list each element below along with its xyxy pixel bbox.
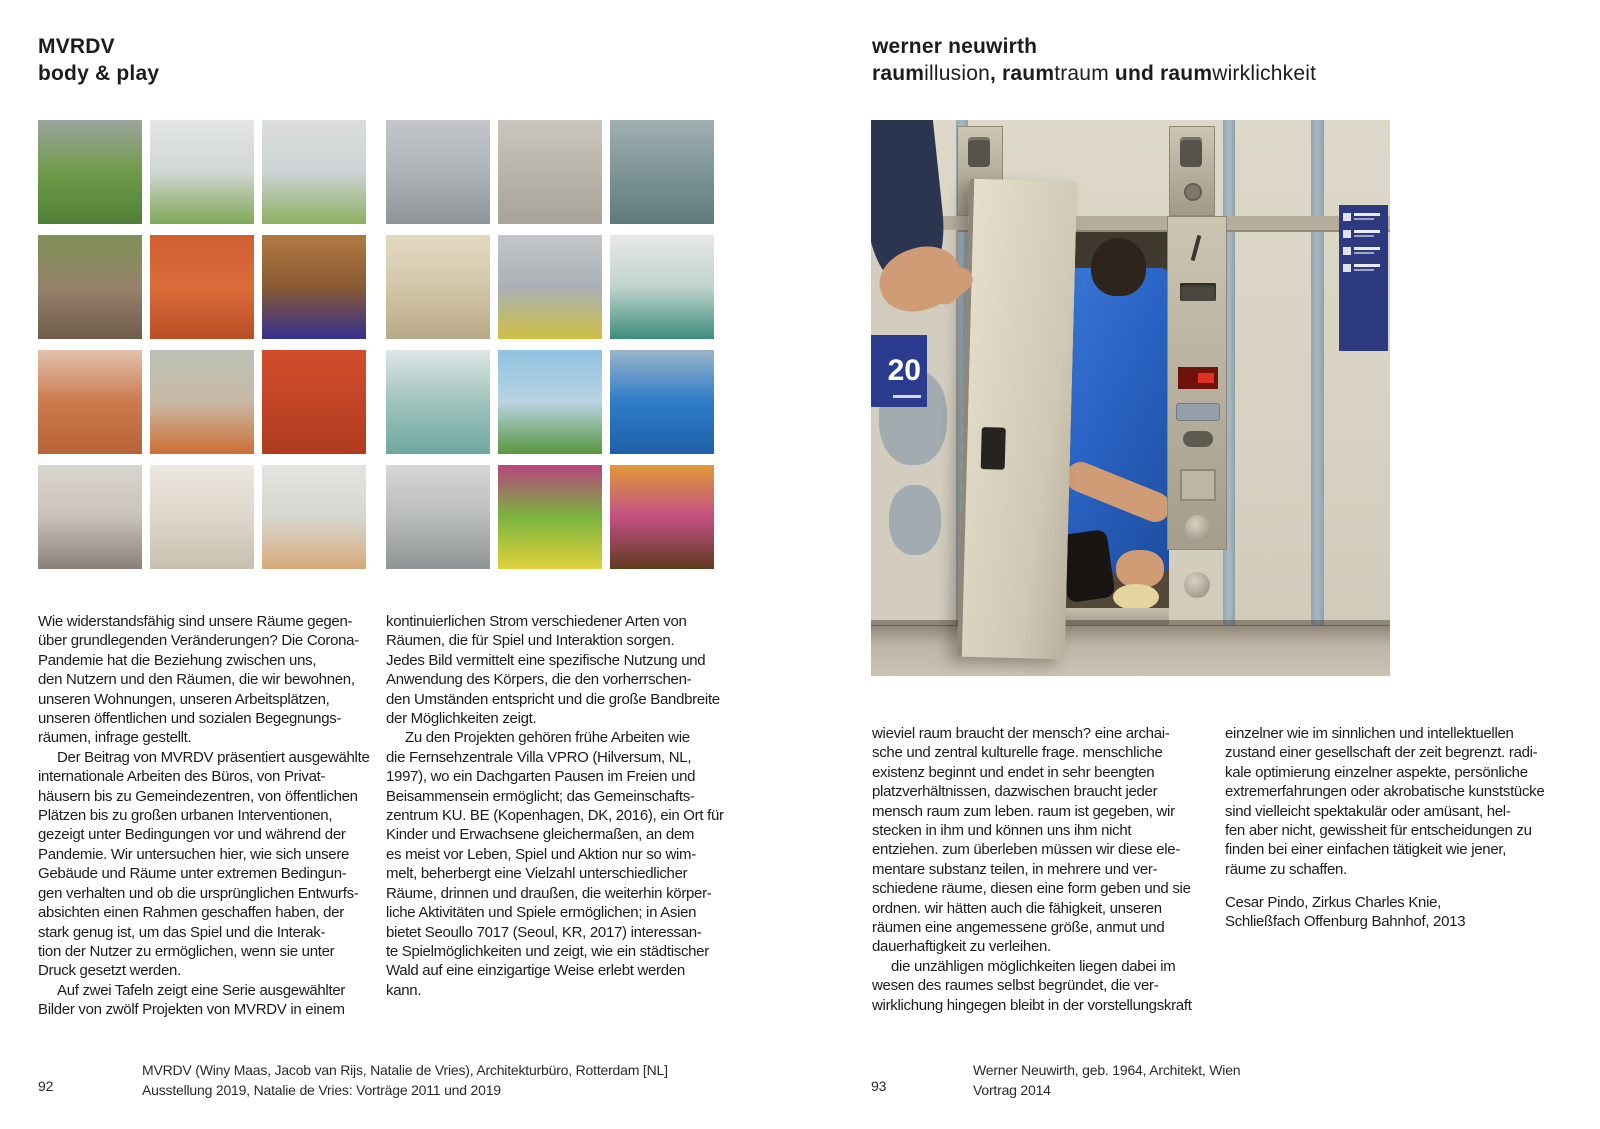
text-line: Räumen, die für Spiel und Interaktion sorgen.: [386, 632, 675, 650]
page-number-right: 93: [871, 1078, 887, 1094]
text-line: Kinder und Erwachsene gleichermaßen, an dem: [386, 826, 695, 844]
text-line: kontinuierlichen Strom verschiedener Arten von: [386, 613, 687, 630]
text-line: den Umständen entspricht und die große Bandbreite: [386, 690, 720, 708]
page-number-left: 92: [38, 1078, 54, 1094]
park-playground-photo: [38, 120, 142, 224]
sticker-row: [1343, 247, 1384, 255]
text-line: unseren Wohnungen, unseren Arbeitsplätzen,: [38, 690, 330, 708]
coin-lock-panel: [1167, 216, 1227, 550]
text-line: Pandemie. Wir untersuchen hier, wie sich unsere: [38, 845, 350, 863]
text-line: 1997), wo ein Dachgarten Pausen im Freien und: [386, 768, 696, 786]
baby-crawling-disc-photo: [386, 120, 490, 224]
text-line: räumen, infrage gestellt.: [38, 729, 192, 747]
right-title-line2: [872, 60, 1316, 87]
hammock-plants-interior-photo: [262, 465, 366, 569]
photo-credit: [1225, 893, 1465, 932]
lock-cylinder: [1184, 572, 1210, 598]
text-line: kale optimierung einzelner aspekte, persönliche: [1225, 763, 1528, 781]
text-line: extremerfahrungen oder akrobatische kunststücke: [1225, 783, 1545, 801]
text-line: die Fernsehzentrale Villa VPRO (Hilversum, NL,: [386, 748, 692, 766]
photo-grid-panel-1: [38, 120, 366, 569]
door-latch: [981, 427, 1006, 470]
title-regular-segment: wirklichkeit: [1212, 62, 1317, 85]
right-text-column-1: [872, 724, 1192, 1015]
boy-wading-water-photo: [498, 120, 602, 224]
sign-text-bar: [893, 395, 921, 398]
text-line: räumen eine angemessene größe, anmut und: [872, 919, 1165, 937]
right-text-column-2: [1225, 724, 1544, 879]
blue-rooftop-walk-photo: [610, 350, 714, 454]
title-bold-segment: raum: [1002, 62, 1055, 85]
concrete-floor: [871, 625, 1390, 676]
timber-pavilion-blue-pool-photo: [262, 235, 366, 339]
text-line: existenz beginnt und endet in sehr beengten: [872, 763, 1155, 781]
man-blue-shirt: [1061, 268, 1169, 573]
text-line: der Möglichkeiten zeigt.: [386, 710, 537, 728]
text-line: entziehen. zum überleben müssen wir diese ele-: [872, 841, 1181, 859]
title-bold-segment: und: [1108, 62, 1161, 85]
left-caption-line2: Ausstellung 2019, Natalie de Vries: Vorträge 2011 und 2019: [142, 1082, 501, 1098]
text-line: Zu den Projekten gehören frühe Arbeiten wie: [405, 729, 690, 747]
locker-photograph: [871, 120, 1390, 676]
text-line: Druck gesetzt werden.: [38, 962, 181, 980]
text-line: es meist vor Leben, Spiel und Aktion nur so wim-: [386, 845, 696, 863]
left-page-title: [38, 33, 159, 87]
sticker-row: [1343, 230, 1384, 238]
wooden-maze-structure-photo: [386, 235, 490, 339]
text-line: finden bei einer einfachen tätigkeit wie jener,: [1225, 841, 1507, 859]
left-title-line1: MVRDV: [38, 35, 115, 58]
red-tennis-court-photo: [262, 350, 366, 454]
text-line: mentare substanz teilen, in mehrere und ver-: [872, 860, 1158, 878]
text-line: zentrum KU. BE (Kopenhagen, DK, 2016), ein Ort für: [386, 807, 724, 825]
locker-frame-strip: [1311, 120, 1324, 625]
title-bold-segment: raum: [1160, 62, 1213, 85]
text-line: über grundlegenden Veränderungen? Die Corona-: [38, 632, 359, 650]
text-line: wesen des raumes selbst begründet, die ver-: [872, 977, 1159, 995]
text-line: räume zu schaffen.: [1225, 860, 1347, 878]
title-regular-segment: traum: [1054, 62, 1109, 85]
right-caption: [973, 1060, 1240, 1100]
text-line: Plätzen bis zu großen urbanen Interventionen,: [38, 807, 333, 825]
left-caption: [142, 1060, 668, 1100]
open-locker-interior: [1061, 232, 1169, 630]
kids-water-table-photo: [610, 120, 714, 224]
title-bold-segment: raum: [872, 62, 925, 85]
text-line: Pandemie hat die Beziehung zwischen uns,: [38, 651, 317, 669]
text-line: Bilder von zwölf Projekten von MVRDV in einem: [38, 1001, 345, 1019]
open-locker-door: [957, 179, 1077, 660]
office-dog-interior-photo: [150, 465, 254, 569]
text-line: wirklichung hingegen bleibt in der vorstellungskraft: [872, 996, 1192, 1014]
instruction-sticker: [1339, 205, 1388, 351]
text-line: gezeigt unter Bedingungen vor und während der: [38, 826, 346, 844]
text-line: Auf zwei Tafeln zeigt eine Serie ausgewählter: [57, 981, 346, 999]
text-line: Jedes Bild vermittelt eine spezifische Nutzung und: [386, 651, 706, 669]
man-boot: [1061, 529, 1115, 603]
text-line: kann.: [386, 981, 422, 999]
locker-number: 20: [887, 354, 921, 387]
climbing-net-hall-photo: [498, 235, 602, 339]
sticker-row: [1343, 213, 1384, 221]
text-line: gen verhalten und ob die ursprünglichen Entwurfs-: [38, 884, 359, 902]
locker-number-sign: [871, 335, 927, 407]
text-line: Beisammensein ermöglicht; das Gemeinschafts-: [386, 787, 695, 805]
text-line: liche Aktivitäten und Spiele ermöglichen; in Asien: [386, 904, 697, 922]
yellow-magenta-lounge-photo: [610, 465, 714, 569]
glass-pavilion-harbour-photo: [386, 350, 490, 454]
text-line: fen aber nicht, gewissheit für entscheidungen zu: [1225, 822, 1532, 840]
text-line: internationale Arbeiten des Büros, von Privat-: [38, 768, 326, 786]
title-bold-segment: ,: [989, 62, 1003, 85]
text-line: Anwendung des Körpers, die den vorherrschen-: [386, 671, 692, 689]
left-title-line2: body & play: [38, 62, 160, 85]
kids-jumping-track-photo: [150, 350, 254, 454]
text-line: wieviel raum braucht der mensch? eine archai-: [872, 725, 1170, 742]
text-line: Der Beitrag von MVRDV präsentiert ausgewählte: [57, 748, 370, 766]
rooftop-lawn-tower-photo: [498, 350, 602, 454]
photo-grid-panel-2: [386, 120, 714, 569]
paint-patch: [889, 485, 941, 555]
hinge-plate: [1169, 126, 1215, 216]
text-line: Cesar Pindo, Zirkus Charles Knie,: [1225, 894, 1442, 911]
text-line: die unzähligen möglichkeiten liegen dabei im: [891, 957, 1176, 975]
left-caption-line1: MVRDV (Winy Maas, Jacob van Rijs, Natalie de Vries), Architekturbüro, Rotterdam [NL]: [142, 1062, 668, 1078]
panel-square-button: [1180, 469, 1216, 501]
text-line: einzelner wie im sinnlichen und intellektuellen: [1225, 725, 1514, 742]
title-regular-segment: illusion: [924, 62, 990, 85]
orange-atrium-children-photo: [150, 235, 254, 339]
text-line: bietet Seoullo 7017 (Seoul, KR, 2017) interessan-: [386, 923, 702, 941]
text-line: Wald auf eine einzigartige Weise erlebt werden: [386, 962, 685, 980]
text-line: Räume, drinnen und draußen, die weiterhin körper-: [386, 884, 712, 902]
boys-brick-steps-photo: [38, 235, 142, 339]
text-line: stark genug ist, um das Spiel und die Interak-: [38, 923, 326, 941]
text-line: schiedene räume, diesen eine form geben und sie: [872, 880, 1191, 898]
text-line: dauerhaftigkeit zu verleihen.: [872, 938, 1051, 956]
coin-slot: [1191, 235, 1202, 261]
bread-object: [1113, 584, 1159, 610]
panel-button: [1176, 403, 1220, 421]
man-hand: [1116, 550, 1164, 588]
text-line: te Spielmöglichkeiten und zeigt, wie ein städtischer: [386, 942, 709, 960]
lock-cylinder: [1185, 515, 1211, 541]
text-line: Gebäude und Räume unter extremen Bedingun-: [38, 865, 347, 883]
sticker-row: [1343, 264, 1384, 272]
text-line: absichten einen Rahmen geschaffen haben, der: [38, 904, 344, 922]
text-line: Wie widerstandsfähig sind unsere Räume gegen-: [38, 613, 353, 630]
text-line: ordnen. wir hätten auch die fähigkeit, unseren: [872, 899, 1162, 917]
text-line: sind vielleicht spektakulär oder amüsant, hel-: [1225, 802, 1511, 820]
text-line: sche und zentral kulturelle frage. menschliche: [872, 744, 1163, 762]
right-page-title: [872, 33, 1316, 87]
right-caption-line2: Vortrag 2014: [973, 1082, 1051, 1098]
card-slot: [1180, 283, 1216, 301]
led-display: [1178, 367, 1218, 389]
keyhole-icon: [1184, 183, 1202, 201]
right-title-line1: werner neuwirth: [872, 35, 1038, 58]
man-head: [1091, 238, 1146, 296]
text-line: den Nutzern und den Räumen, die wir bewohnen,: [38, 671, 355, 689]
text-line: Schließfach Offenburg Bahnhof, 2013: [1225, 913, 1466, 931]
keyhole-icon: [1183, 431, 1213, 447]
woman-stair-ramp-photo: [38, 465, 142, 569]
colorful-playroom-cubes-photo: [498, 465, 602, 569]
sports-hall-green-track-photo: [610, 235, 714, 339]
text-line: mensch raum zum leben. raum ist gegeben, wir: [872, 802, 1175, 820]
text-line: zustand einer gesellschaft der zeit begrenzt. radi-: [1225, 744, 1538, 762]
text-line: melt, beherbergt eine Vielzahl unterschiedlicher: [386, 865, 688, 883]
locker-button: [1180, 137, 1202, 167]
text-line: häusern bis zu Gemeindezentren, von öffentlichen: [38, 787, 358, 805]
white-building-lawn-photo: [150, 120, 254, 224]
text-line: stecken in ihm und können uns ihm nicht: [872, 822, 1132, 840]
text-line: tion der Nutzer zu ermöglichen, wenn sie unter: [38, 942, 335, 960]
housing-block-lawn-photo: [262, 120, 366, 224]
locker-button: [968, 137, 990, 167]
left-text-column-2: [386, 612, 724, 1000]
right-caption-line1: Werner Neuwirth, geb. 1964, Architekt, Wien: [973, 1062, 1241, 1078]
letters-sculpture-climb-photo: [386, 465, 490, 569]
orange-terrace-arch-photo: [38, 350, 142, 454]
locker-base-shadow: [871, 620, 1390, 626]
text-line: unseren öffentlichen und sozialen Begegnungs-: [38, 710, 342, 728]
left-text-column-1: [38, 612, 370, 1020]
text-line: platzverhältnissen, dazwischen braucht jeder: [872, 783, 1158, 801]
